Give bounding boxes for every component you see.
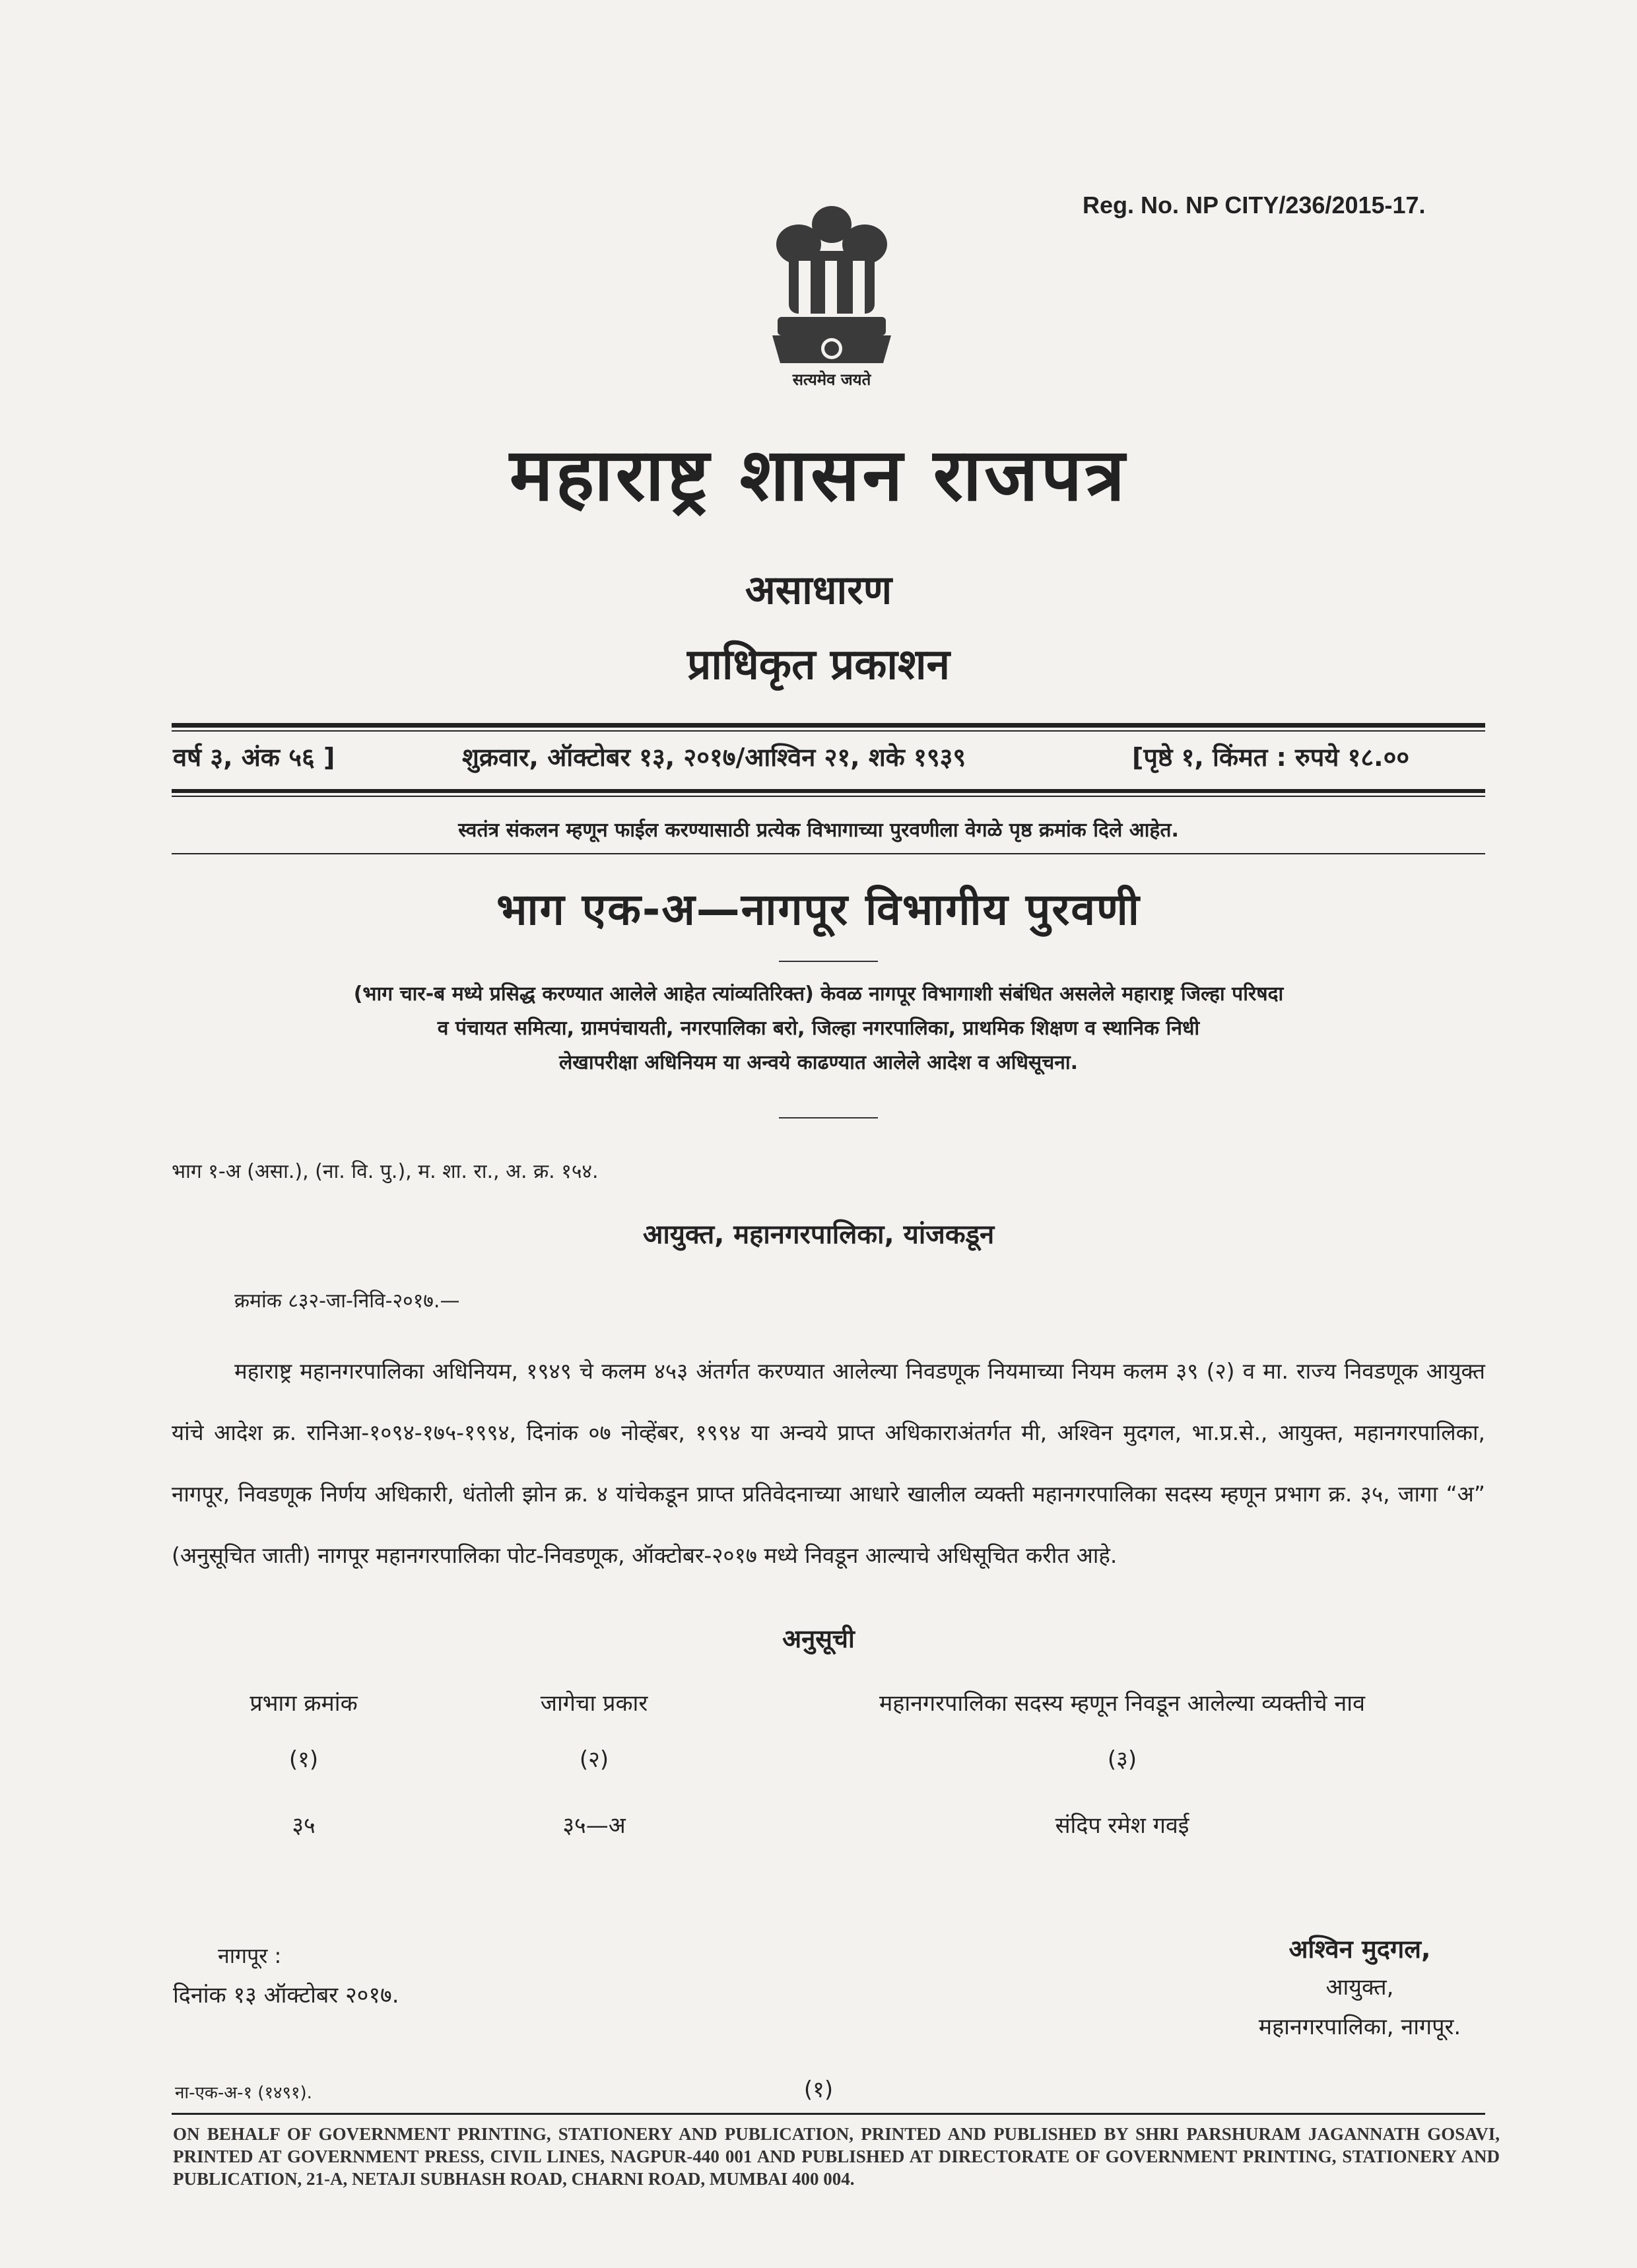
note-rule	[172, 853, 1485, 854]
state-emblem	[759, 198, 904, 396]
schedule-header-member-name: महानगरपालिका सदस्य म्हणून निवडून आलेल्या व्यक्तीचे नाव	[879, 1690, 1366, 1717]
issuing-authority: आयुक्त, महानगरपालिका, यांजकडून	[642, 1220, 995, 1250]
reference-line: भाग १-अ (असा.), (ना. वि. पु.), म. शा. रा., अ. क्र. १५४.	[172, 1160, 599, 1183]
schedule-title: अनुसूची	[782, 1624, 855, 1653]
emblem-motto: सत्यमेव जयते	[792, 370, 871, 389]
document-code: ना-एक-अ-१ (१४९१).	[175, 2083, 312, 2103]
gazette-subtitle-extraordinary: असाधारण	[745, 567, 892, 613]
intro-line-1: (भाग चार-ब मध्ये प्रसिद्ध करण्यात आलेले आहेत त्यांव्यतिरिक्त) केवळ नागपूर विभागाशी संबंधित असलेले महाराष्ट्र जिल्हा परिषदा	[353, 982, 1284, 1006]
issue-pages-price: [पृष्ठे १, किंमत : रुपये १८.००	[1132, 743, 1410, 772]
part-description	[0, 977, 1637, 1080]
signatory-office: महानगरपालिका, नागपूर.	[1258, 2014, 1461, 2040]
intro-line-3: लेखापरीक्षा अधिनियम या अन्वये काढण्यात आलेले आदेश व अधिसूचना.	[558, 1051, 1079, 1074]
schedule-member-name-value: संदिप रमेश गवई	[1055, 1812, 1189, 1839]
schedule-header-seat-type: जागेचा प्रकार	[540, 1690, 648, 1717]
top-rule-thin	[172, 730, 1485, 732]
issue-date: शुक्रवार, ऑक्टोबर १३, २०१७/आश्विन २१, शके १९३९	[462, 743, 966, 772]
separator	[779, 961, 878, 962]
issue-date-footer: दिनांक १३ ऑक्टोबर २०१७.	[173, 1982, 399, 2009]
signatory-name: अश्विन मुदगल,	[1288, 1935, 1431, 1964]
footer-rule	[172, 2113, 1485, 2115]
issue-bottom-rule-thin	[172, 796, 1485, 797]
printer-imprint: ON BEHALF OF GOVERNMENT PRINTING, STATIONERY AND PUBLICATION, PRINTED AND PUBLISHED BY SHRI PARSHURAM JAGANNATH GOSAVI, PRINTED AT GOVERNMENT PRESS, CIVIL LINES, NAGPUR-440 001 AND PUBLISHED AT DIRECTORATE OF GOVERNMENT PRINTING, STATIONERY AND PUBLICATION, 21-A, NETAJI SUBHASH ROAD, CHARNI ROAD, MUMBAI 400 004.	[173, 2124, 1500, 2189]
gazette-subtitle-authority: प्राधिकृत प्रकाशन	[686, 640, 951, 689]
schedule-header-ward: प्रभाग क्रमांक	[250, 1690, 358, 1717]
registration-number: Reg. No. NP CITY/236/2015-17.	[1083, 191, 1426, 219]
schedule-seat-type-value: ३५—अ	[562, 1812, 626, 1839]
gazette-title: महाराष्ट्र शासन राजपत्र	[510, 432, 1127, 517]
schedule-col-number: (२)	[579, 1746, 609, 1773]
issue-bottom-rule	[172, 789, 1485, 793]
page-number: (१)	[803, 2077, 834, 2103]
notification-body: महाराष्ट्र महानगरपालिका अधिनियम, १९४९ चे कलम ४५३ अंतर्गत करण्यात आलेल्या निवडणूक नियमाच्या नियम कलम ३९ (२) व मा. राज्य निवडणूक आयुक्त यांचे आदेश क्र. रानिआ-१०९४-१७५-१९९४, दिनांक ०७ नोव्हेंबर, १९९४ या अन्वये प्राप्त अधिकाराअंतर्गत मी, अश्विन मुदगल, भा.प्र.से., आयुक्त, महानगरपालिका, नागपूर, निवडणूक निर्णय अधिकारी, धंतोली झोन क्र. ४ यांचेकडून प्राप्त प्रतिवेदनाच्या आधारे खालील व्यक्ती महानगरपालिका सदस्य म्हणून प्रभाग क्र. ३५, जागा “अ” (अनुसूचित जाती) नागपूर महानगरपालिका पोट-निवडणूक, ऑक्टोबर-२०१७ मध्ये निवडून आल्याचे अधिसूचित करीत आहे.	[172, 1358, 1485, 1568]
schedule-ward-value: ३५	[292, 1812, 316, 1839]
schedule-col-number: (३)	[1107, 1746, 1137, 1773]
signatory-title: आयुक्त,	[1325, 1974, 1394, 2001]
schedule-col-number: (१)	[288, 1746, 319, 1773]
intro-line-2: व पंचायत समित्या, ग्रामपंचायती, नगरपालिका बरो, जिल्हा नगरपालिका, प्राथमिक शिक्षण व स्थानिक निधी	[437, 1017, 1200, 1040]
separator	[779, 1117, 878, 1118]
place: नागपूर :	[218, 1943, 282, 1968]
lion-capital-icon	[759, 198, 904, 396]
issue-volume: वर्ष ३, अंक ५६ ]	[173, 743, 335, 772]
supplement-note: स्वतंत्र संकलन म्हणून फाईल करण्यासाठी प्रत्येक विभागाच्या पुरवणीला वेगळे पृष्ठ क्रमांक दिले आहेत.	[458, 819, 1179, 842]
top-rule	[172, 723, 1485, 728]
part-title: भाग एक-अ—नागपूर विभागीय पुरवणी	[496, 884, 1141, 935]
order-number: क्रमांक ८३२-जा-निवि-२०१७.—	[234, 1289, 460, 1313]
